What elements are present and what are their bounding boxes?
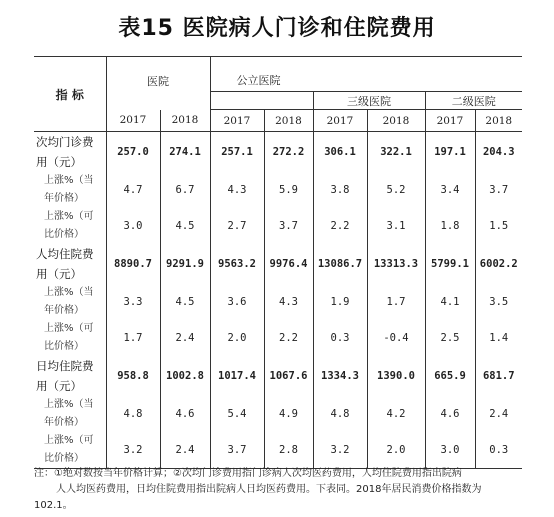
table-cell: 4.8: [106, 396, 160, 432]
table-cell: 3.5: [475, 284, 522, 320]
table-cell: 3.4: [425, 172, 475, 208]
table-row: [34, 244, 522, 284]
year-header: 2018: [160, 110, 210, 132]
tertiary-header-label: 三级医院: [347, 95, 391, 108]
table-cell: 1390.0: [367, 356, 425, 396]
table-row: [34, 396, 522, 432]
row-label-line: 日均住院费: [36, 359, 94, 373]
table-cell: 274.1: [160, 132, 210, 173]
table-cell: 9563.2: [210, 244, 264, 284]
table-cell: 3.7: [264, 208, 313, 244]
secondary-header-label: 二级医院: [451, 95, 496, 108]
table-cell: 2.0: [367, 432, 425, 469]
year-header: 2018: [475, 110, 522, 132]
table-cell: 1002.8: [160, 356, 210, 396]
table-cell: 1.9: [313, 284, 367, 320]
row-label: [34, 356, 106, 396]
table-cell: 322.1: [367, 132, 425, 173]
table-cell: 306.1: [313, 132, 367, 173]
row-label: [34, 432, 106, 469]
row-label: [34, 244, 106, 284]
indicator-header: [34, 57, 106, 132]
footnote-line: 人人均医药费用，日均住院费用指出院病人日均医药费用。下表同。2018年居民消费价格指数为: [56, 484, 482, 495]
row-label-line: 年价格）: [44, 417, 84, 428]
table-cell: 1017.4: [210, 356, 264, 396]
row-label: [34, 208, 106, 244]
table-cell: 257.0: [106, 132, 160, 173]
table-cell: 4.6: [160, 396, 210, 432]
table-cell: 1.5: [475, 208, 522, 244]
public-hospital-header: [210, 69, 522, 92]
table-cell: 4.2: [367, 396, 425, 432]
footnote-line: 注：①绝对数按当年价格计算；②次均门诊费用指门诊病人次均医药费用，人均住院费用指出院病: [34, 468, 462, 479]
table-cell: 204.3: [475, 132, 522, 173]
row-label-line: 用（元）: [36, 267, 82, 281]
tertiary-header: [313, 92, 425, 110]
table-cell: 5.4: [210, 396, 264, 432]
row-label-line: 上涨%（当: [44, 287, 94, 298]
row-label-line: 上涨%（可: [44, 435, 94, 446]
table-cell: 2.5: [425, 320, 475, 356]
year-header: 2017: [425, 110, 475, 132]
table-row: [34, 172, 522, 208]
public-hospital-header-label: 公立医院: [236, 73, 281, 87]
row-label-line: 比价格）: [44, 341, 84, 352]
table-cell: 1.7: [106, 320, 160, 356]
table-cell: 0.3: [475, 432, 522, 469]
table-cell: 2.8: [264, 432, 313, 469]
table-cell: 1.8: [425, 208, 475, 244]
row-label: [34, 172, 106, 208]
table-cell: 1.4: [475, 320, 522, 356]
year-header: 2018: [264, 110, 313, 132]
table-cell: 2.7: [210, 208, 264, 244]
year-header: 2017: [313, 110, 367, 132]
table-cell: 9291.9: [160, 244, 210, 284]
table-cell: 0.3: [313, 320, 367, 356]
table-cell: 3.7: [475, 172, 522, 208]
table-row: [34, 432, 522, 469]
table-cell: 4.9: [264, 396, 313, 432]
year-header: 2017: [106, 110, 160, 132]
table-cell: 6.7: [160, 172, 210, 208]
header-top-spacer: [210, 57, 522, 69]
table-row: [34, 284, 522, 320]
hospital-header-label: 医院: [147, 75, 169, 88]
table-cell: 2.4: [475, 396, 522, 432]
table-cell: 3.0: [425, 432, 475, 469]
row-label-line: 用（元）: [36, 155, 82, 169]
table-cell: 3.6: [210, 284, 264, 320]
secondary-header: [425, 92, 522, 110]
table-cell: 4.3: [210, 172, 264, 208]
cost-table: [34, 56, 522, 469]
row-label-line: 人均住院费: [36, 247, 94, 261]
table-cell: 4.6: [425, 396, 475, 432]
year-header: 2017: [210, 110, 264, 132]
row-label: [34, 320, 106, 356]
table-cell: 3.3: [106, 284, 160, 320]
table-cell: 257.1: [210, 132, 264, 173]
row-label-line: 上涨%（当: [44, 175, 94, 186]
table-row: [34, 320, 522, 356]
footnote-line: 102.1。: [34, 500, 73, 511]
row-label-line: 用（元）: [36, 379, 82, 393]
row-label-line: 比价格）: [44, 453, 84, 464]
table-cell: 3.7: [210, 432, 264, 469]
table-cell: 2.0: [210, 320, 264, 356]
indicator-header-label: 指 标: [55, 87, 84, 102]
row-label-line: 上涨%（当: [44, 399, 94, 410]
table-cell: 3.0: [106, 208, 160, 244]
table-cell: 958.8: [106, 356, 160, 396]
table-cell: 3.8: [313, 172, 367, 208]
row-label: [34, 284, 106, 320]
table-cell: 4.3: [264, 284, 313, 320]
table-row: [34, 356, 522, 396]
row-label-line: 年价格）: [44, 193, 84, 204]
footnote: [34, 466, 526, 514]
row-label-line: 年价格）: [44, 305, 84, 316]
table-cell: 1.7: [367, 284, 425, 320]
table-cell: 1334.3: [313, 356, 367, 396]
table-cell: 665.9: [425, 356, 475, 396]
table-cell: 2.2: [264, 320, 313, 356]
table-cell: 272.2: [264, 132, 313, 173]
table-cell: 4.8: [313, 396, 367, 432]
table-cell: 2.4: [160, 320, 210, 356]
table-cell: 5.2: [367, 172, 425, 208]
table-row: [34, 132, 522, 173]
table-cell: 5799.1: [425, 244, 475, 284]
table-cell: 681.7: [475, 356, 522, 396]
hospital-header: [106, 57, 210, 110]
table-cell: -0.4: [367, 320, 425, 356]
table-cell: 9976.4: [264, 244, 313, 284]
table-cell: 4.7: [106, 172, 160, 208]
year-row: [34, 110, 522, 132]
table-row: [34, 208, 522, 244]
table-title: 表15 医院病人门诊和住院费用: [118, 16, 436, 41]
table-cell: 197.1: [425, 132, 475, 173]
table-cell: 1067.6: [264, 356, 313, 396]
table-cell: 2.2: [313, 208, 367, 244]
table-cell: 3.2: [106, 432, 160, 469]
row-label: [34, 132, 106, 173]
year-header: 2018: [367, 110, 425, 132]
public-hospital-subgap: [210, 92, 313, 110]
row-label-line: 比价格）: [44, 229, 84, 240]
table-cell: 13086.7: [313, 244, 367, 284]
table-cell: 13313.3: [367, 244, 425, 284]
table-cell: 4.1: [425, 284, 475, 320]
table-cell: 5.9: [264, 172, 313, 208]
table-cell: 2.4: [160, 432, 210, 469]
table-cell: 4.5: [160, 208, 210, 244]
table-cell: 3.2: [313, 432, 367, 469]
row-label-line: 上涨%（可: [44, 211, 94, 222]
row-label: [34, 396, 106, 432]
table-cell: 3.1: [367, 208, 425, 244]
table-cell: 8890.7: [106, 244, 160, 284]
table-cell: 6002.2: [475, 244, 522, 284]
table-cell: 4.5: [160, 284, 210, 320]
row-label-line: 上涨%（可: [44, 323, 94, 334]
row-label-line: 次均门诊费: [36, 135, 94, 149]
